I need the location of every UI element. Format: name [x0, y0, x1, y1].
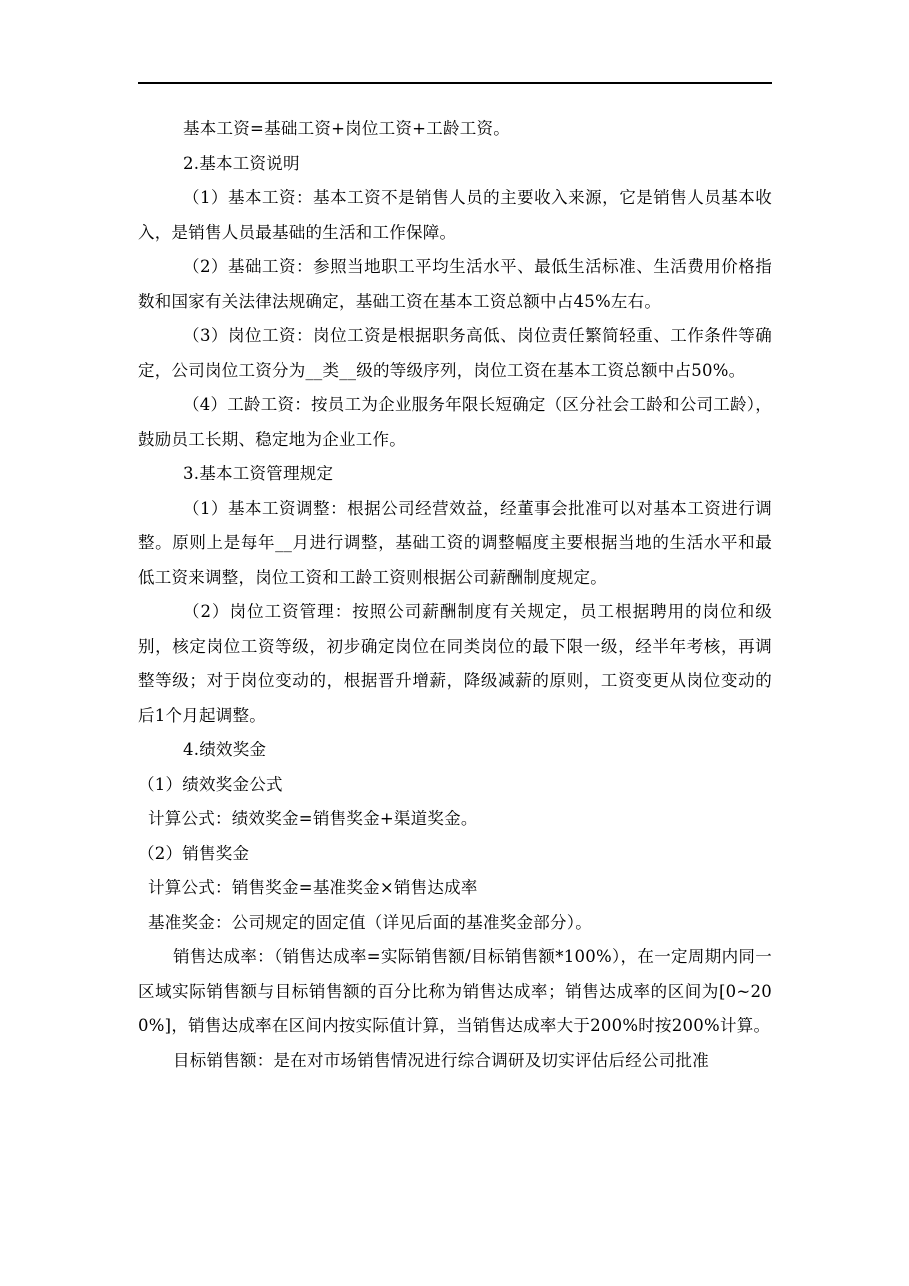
paragraph-salary-adjustment: （1）基本工资调整：根据公司经营效益，经董事会批准可以对基本工资进行调整。原则上是每年__月进行调整，基础工资的调整幅度主要根据当地的生活水平和最低工资来调整，岗位工资和工龄工资则根据公司薪酬制度规定。: [138, 498, 772, 587]
section-heading-2: 2.基本工资说明: [183, 153, 300, 173]
subheading-sales-bonus: （2）销售奖金: [138, 843, 250, 863]
section-heading-3: 3.基本工资管理规定: [183, 464, 334, 483]
paragraph-base-wage: （2）基础工资：参照当地职工平均生活水平、最低生活标准、生活费用价格指数和国家有关法律法规确定，基础工资在基本工资总额中占45%左右。: [138, 257, 772, 311]
paragraph-bonus-formula: 计算公式：绩效奖金=销售奖金+渠道奖金。: [148, 809, 478, 828]
header-rule: [138, 82, 772, 84]
paragraph-position-management: （2）岗位工资管理：按照公司薪酬制度有关规定，员工根据聘用的岗位和级别，核定岗位工资等级，初步确定岗位在同类岗位的最下限一级，经半年考核，再调整等级；对于岗位变动的，根据晋升增薪，降级减薪的原则，工资变更从岗位变动的后1个月起调整。: [138, 602, 772, 725]
paragraph-basic-salary: （1）基本工资：基本工资不是销售人员的主要收入来源，它是销售人员基本收入，是销售人员最基础的生活和工作保障。: [138, 188, 772, 242]
paragraph-formula: 基本工资=基础工资+岗位工资+工龄工资。: [183, 119, 510, 138]
paragraph-achievement-rate: 销售达成率：（销售达成率=实际销售额/目标销售额*100%），在一定周期内同一区域实际销售额与目标销售额的百分比称为销售达成率；销售达成率的区间为[0~200%]，销售达成率在区间内按实际值计算，当销售达成率大于200%时按200%计算。: [138, 947, 772, 1035]
paragraph-sales-bonus-formula: 计算公式：销售奖金=基准奖金×销售达成率: [148, 878, 478, 897]
subheading-bonus-formula: （1）绩效奖金公式: [138, 774, 283, 794]
section-heading-4: 4.绩效奖金: [183, 740, 267, 759]
paragraph-position-wage: （3）岗位工资：岗位工资是根据职务高低、岗位责任繁简轻重、工作条件等确定，公司岗位工资分为__类__级的等级序列，岗位工资在基本工资总额中占50%。: [138, 326, 772, 380]
document-body: [138, 112, 772, 1078]
paragraph-seniority-wage: （4）工龄工资：按员工为企业服务年限长短确定（区分社会工龄和公司工龄），鼓励员工长期、稳定地为企业工作。: [138, 395, 772, 449]
paragraph-target-sales: 目标销售额：是在对市场销售情况进行综合调研及切实评估后经公司批准: [173, 1050, 709, 1070]
paragraph-base-bonus: 基准奖金：公司规定的固定值（详见后面的基准奖金部分）。: [148, 912, 592, 932]
